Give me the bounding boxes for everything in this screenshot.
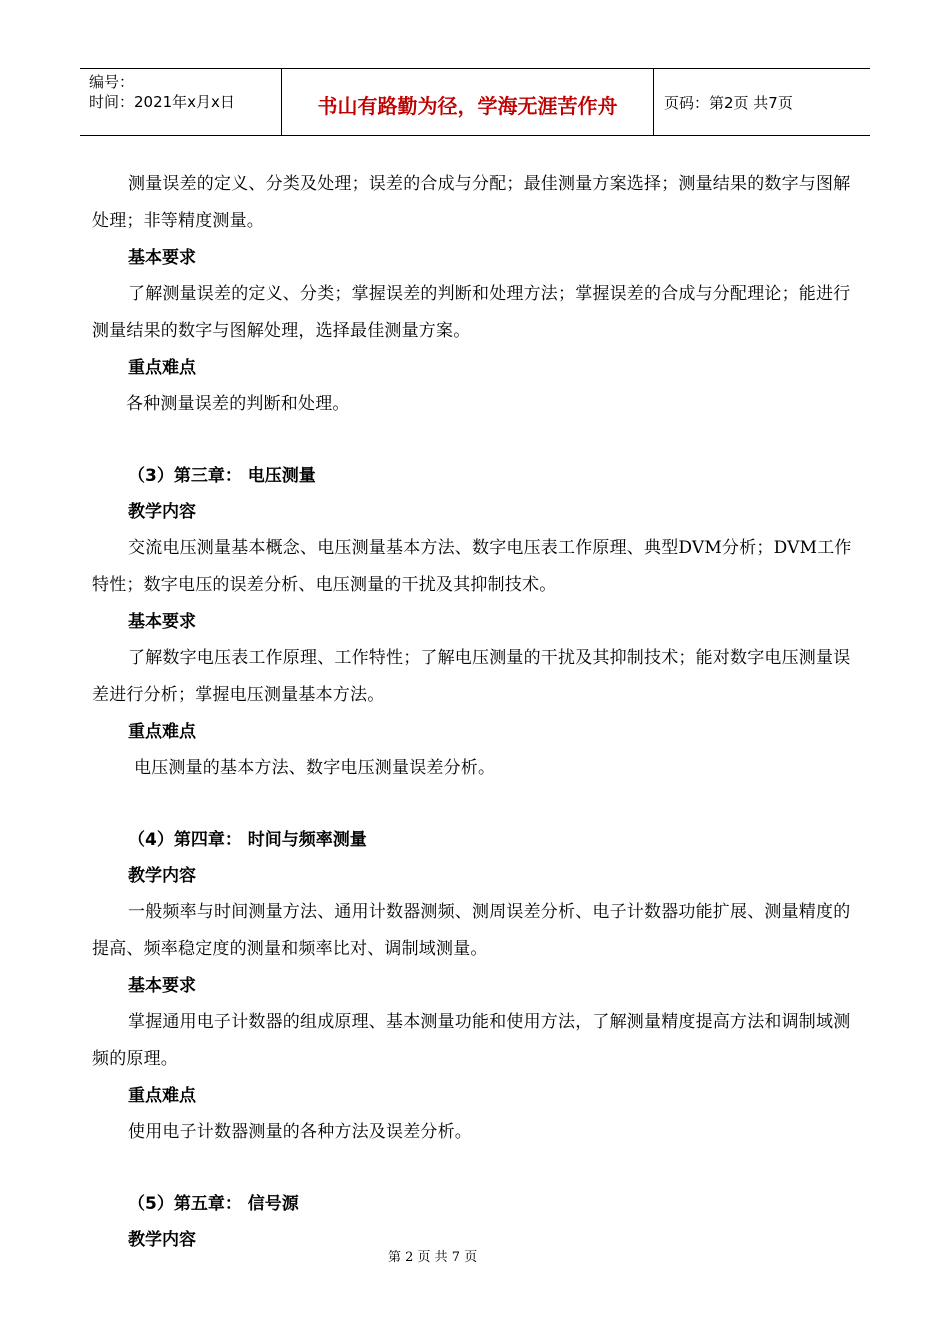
number-label: 编号： xyxy=(89,73,135,91)
section5-content-heading: 教学内容 xyxy=(128,1230,196,1250)
section4-title: （4）第四章： 时间与频率测量 xyxy=(128,830,367,850)
spacer xyxy=(92,787,860,822)
page-footer: 第 2 页 共 7 页 xyxy=(388,1250,478,1265)
section2-req-heading: 基本要求 xyxy=(128,248,196,268)
spacer xyxy=(92,423,860,458)
header-motto: 书山有路勤为径，学海无涯苦作舟 xyxy=(282,69,654,135)
section3-key-text: 电压测量的基本方法、数字电压测量误差分析。 xyxy=(134,758,496,778)
section2-key-text: 各种测量误差的判断和处理。 xyxy=(126,394,350,414)
section3-content-text: 交流电压测量基本概念、电压测量基本方法、数字电压表工作原理、典型DVM分析；DVM工作特性；数字电压的误差分析、电压测量的干扰及其抑制技术。 xyxy=(92,538,852,595)
page-header xyxy=(80,68,870,136)
section3-req-text: 了解数字电压表工作原理、工作特性；了解电压测量的干扰及其抑制技术；能对数字电压测量误差进行分析；掌握电压测量基本方法。 xyxy=(92,648,851,705)
section3-title: （3）第三章： 电压测量 xyxy=(128,466,316,486)
section4-key-heading: 重点难点 xyxy=(128,1086,196,1106)
section2-key-heading: 重点难点 xyxy=(128,358,196,378)
section4-req-heading: 基本要求 xyxy=(128,976,196,996)
time-label: 时间：2021年x月x日 xyxy=(89,93,235,111)
section3-key-heading: 重点难点 xyxy=(128,722,196,742)
header-meta xyxy=(80,69,282,135)
document-body xyxy=(92,166,860,1258)
section5-title: （5）第五章： 信号源 xyxy=(128,1194,299,1214)
header-page-info: 页码：第2页 共7页 xyxy=(664,93,793,112)
section3-content-heading: 教学内容 xyxy=(128,502,196,522)
section3-req-heading: 基本要求 xyxy=(128,612,196,632)
spacer xyxy=(92,1151,860,1186)
section2-content: 测量误差的定义、分类及处理；误差的合成与分配；最佳测量方案选择；测量结果的数字与图解处理；非等精度测量。 xyxy=(92,174,851,231)
section4-req-text: 掌握通用电子计数器的组成原理、基本测量功能和使用方法，了解测量精度提高方法和调制域测频的原理。 xyxy=(92,1012,851,1069)
section4-key-text: 使用电子计数器测量的各种方法及误差分析。 xyxy=(128,1122,472,1142)
section4-content-heading: 教学内容 xyxy=(128,866,196,886)
section4-content-text: 一般频率与时间测量方法、通用计数器测频、测周误差分析、电子计数器功能扩展、测量精度的提高、频率稳定度的测量和频率比对、调制域测量。 xyxy=(92,902,851,959)
section2-req-text: 了解测量误差的定义、分类；掌握误差的判断和处理方法；掌握误差的合成与分配理论；能进行测量结果的数字与图解处理，选择最佳测量方案。 xyxy=(92,284,851,341)
